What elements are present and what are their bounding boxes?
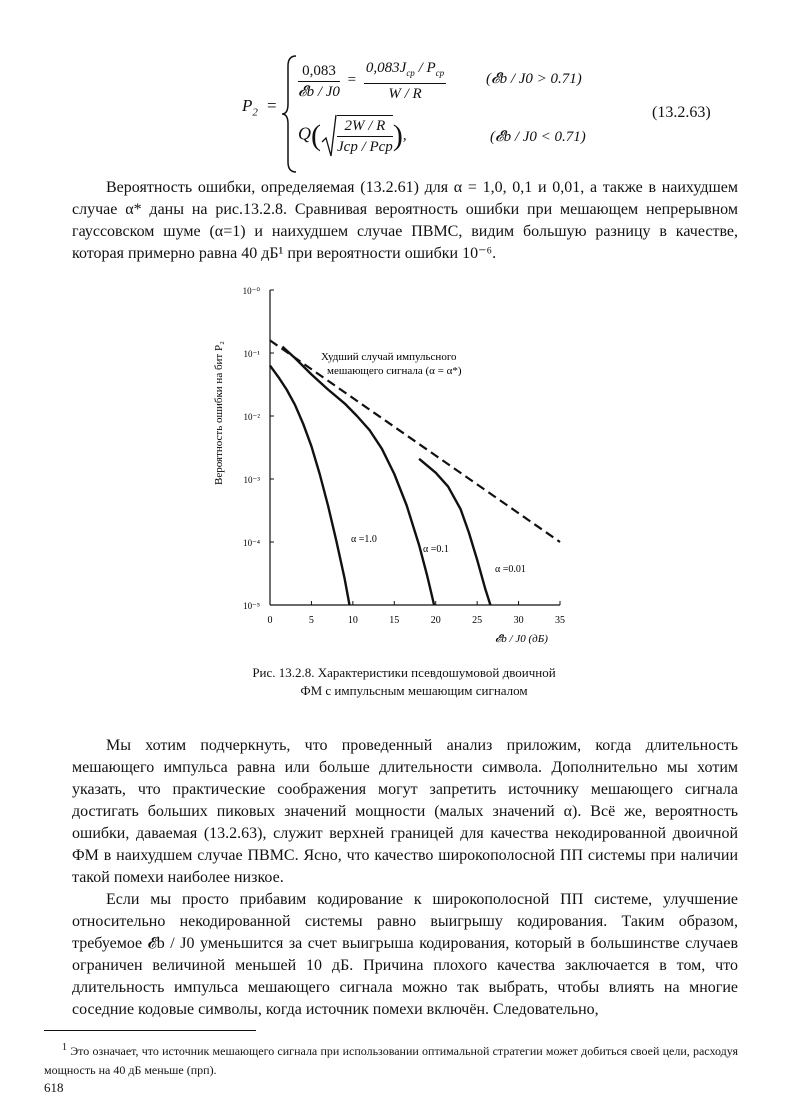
figure-caption: [214, 664, 594, 700]
sqrt-icon: [321, 114, 337, 158]
x-tick-label: 10: [347, 615, 358, 626]
paren-close: ): [392, 119, 403, 152]
paragraph-1-text: Вероятность ошибки, определяемая (13.2.61) для α = 1,0, 0,1 и 0,01, а также в наихудшем случае α* даны на рис.13.2.8. Сравнивая вероятность ошибки при мешающем непрерывном гауссовском шуме (α=1) и наихудшем случае ПВМС, видим большую разницу в качестве, которая примерно равна 40 дБ¹ при вероятности ошибки 10⁻⁶.: [72, 179, 738, 262]
x-tick-label: 30: [513, 615, 524, 626]
paragraph-3-text: Если мы просто прибавим кодирование к широкополосной ПП системе, улучшение относительно некодированной системы равно выигрышу кодирования. Таким образом, требуемое 𝓔b / J0 уменьшится за счет выигрыша кодирования, который в большинстве случаев ограничен величиной меньшей 10 дБ. Причина плохого качества заключается в том, что длительность импульса мешающего сигнала можно так выбрать, чтобы влиять на многие соседние кодовые символы, когда источник помехи включён. Следовательно,: [72, 891, 738, 1018]
equation-cond2: (𝓔b / J0 < 0.71): [490, 129, 586, 145]
equation-row2: Q( $\frac{2W / R}{\text{Jcp / Pcp}}$ ),: [298, 114, 407, 158]
equation-cond1: (𝓔b / J0 > 0.71): [486, 71, 582, 87]
frac-den: Jcp / Pcp: [337, 139, 393, 155]
label-alpha-1: α =1.0: [351, 534, 377, 545]
frac-num: 2W / R: [337, 116, 393, 137]
x-tick-label: 35: [555, 615, 565, 626]
annotation-line-1: Худший случай импульсного: [321, 351, 457, 363]
caption-line-1: Рис. 13.2.8. Характеристики псевдошумовой двоичной: [252, 665, 556, 680]
frac-den: 𝓔b / J0: [298, 83, 340, 100]
x-tick-label: 25: [472, 615, 483, 626]
y-tick-label: 10⁻⁴: [243, 538, 260, 548]
frac-num: $0,083J_{cp} / P_{cp}$: [364, 58, 446, 84]
y-tick-label: 10⁻⁵: [243, 601, 260, 611]
row1-equals: =: [347, 72, 357, 89]
x-tick-label: 15: [389, 615, 400, 626]
y-tick-label: 10⁻¹: [243, 349, 260, 359]
series-line-1: [282, 347, 434, 605]
paragraph-2: [72, 735, 738, 1021]
brace-icon: [280, 54, 300, 174]
footnote-rule: [44, 1030, 256, 1031]
figure-13-2-8: [205, 280, 585, 660]
annotation-line-2: мешающего сигнала (α = α*): [327, 365, 462, 377]
x-axis-label: 𝓔b / J0 (дБ): [495, 633, 548, 645]
equation-lhs: $P_2$: [242, 96, 258, 119]
paragraph-1: [72, 177, 738, 265]
frac-den: W / R: [388, 86, 422, 102]
series-line-0: [270, 366, 350, 605]
equation-equals: =: [267, 96, 277, 115]
x-tick-label: 5: [308, 615, 314, 626]
y-tick-label: 10⁻⁰: [242, 286, 260, 296]
frac-num: 0,083: [298, 61, 340, 82]
label-alpha-01: α =0.1: [423, 544, 449, 555]
page-number: 618: [44, 1080, 64, 1095]
equation-row1: [298, 58, 446, 104]
x-tick-label: 0: [267, 615, 273, 626]
footnote-mark: 1: [62, 1042, 67, 1053]
paren-open: (: [311, 119, 321, 152]
chart-axes: [243, 286, 565, 626]
footnote-text: Это означает, что источник мешающего сигнала при использовании оптимальной стратегии может добиться своей цели, расходуя мощность на 40 дБ меньше (прп).: [44, 1044, 738, 1077]
y-tick-label: 10⁻³: [243, 475, 260, 485]
label-alpha-001: α =0.01: [495, 564, 526, 575]
q-function: Q: [298, 123, 311, 144]
x-tick-label: 20: [430, 615, 441, 626]
y-axis-label: Вероятность ошибки на бит P₂: [213, 341, 225, 485]
caption-line-2: ФМ с импульсным мешающим сигналом: [300, 683, 528, 698]
y-tick-label: 10⁻²: [243, 412, 260, 422]
equation-number: (13.2.63): [652, 104, 711, 121]
paragraph-2-text: Мы хотим подчеркнуть, что проведенный анализ приложим, когда длительность мешающего импульса равна или больше длительности символа. Дополнительно мы хотим указать, что практические соображения могут запретить источнику мешающего сигнала достигать больших пиковых значений мощности (малых значений α). Всё же, вероятность ошибки, даваемая (13.2.63), служит верхней границей для качества некодированной двоичной ФМ в наихудшем случае ПВМС. Ясно, что качество широкополосной ПП системы при наличии такой помехи наиболее низкое.: [72, 737, 738, 886]
footnote: [44, 1038, 738, 1080]
